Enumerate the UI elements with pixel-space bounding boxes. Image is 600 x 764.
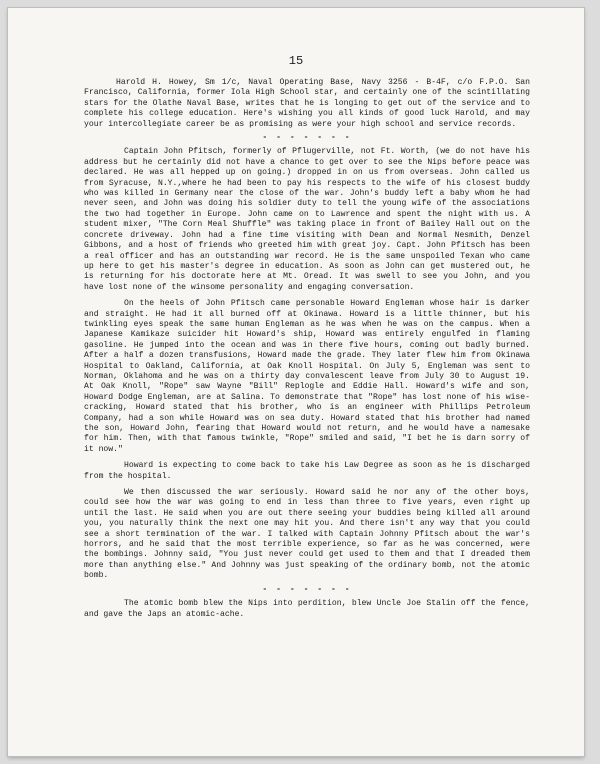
page-number: 15 [288,54,304,68]
paragraph-engleman: On the heels of John Pfitsch came personable Howard Engleman whose hair is darker and straight. He had it all burned off at Okinawa. Howard is a little thinner, but his twinkling eyes speak the same human Engleman as he was when he was on the campus. When a Japanese Kamikaze suicider hit Howard's ship, Howard was entirely engulfed in flaming gasoline. He jumped into the ocean and was in there five hours, coming out badly burned. After a half a dozen transfusions, Howard made the grade. They later flew him from Okinawa Hospital to Oakland, California, at Oak Knoll Hospital. On July 5, Engleman was sent to Norman, Oklahoma and he was on a thirty day convalescent leave from July 30 to August 19. At Oak Knoll, "Rope" saw Wayne "Bill" Replogle and Eddie Hall. Howard's wife and son, Howard Dodge Engleman, are at Salina. To demonstrate that "Rope" has lost none of his wise-cracking, Howard stated that his brother, who is an engineer with Phillips Petroleum Company, had a son while Howard was on sea duty. Howard stated that his brother had named the son, Howard John, fearing that Howard would not return, and he would have a namesake for him. Then, with that famous twinkle, "Rope" smiled and said, "I bet he is darn sorry of it now." [84,299,530,454]
document-page [8,8,584,756]
section-separator: - - - - - - - [262,584,352,594]
paragraph-howey: Harold H. Howey, Sm 1/c, Naval Operating Base, Navy 3256 - B-4F, c/o F.P.O. San Francisco, California, former Iola High School star, and certainly one of the scintillating stars for the Olathe Naval Base, writes that he is longing to get out of the service and to complete his college education. Here's wishing you all kinds of good luck Harold, and may your intercollegiate career be as promising as were your high school and service records. [84,78,530,129]
paragraph-pfitsch: Captain John Pfitsch, formerly of Pflugerville, not Ft. Worth, (we do not have his address but he certainly did not have a chance to get over to see the Nips before peace was declared. He was all hepped up on going.) dropped in on us from overseas. John called us from Syracuse, N.Y.,where he had been to pay his respects to the wife of his closest buddy who was killed in Germany near the close of the war. John's buddy left a baby whom he had never seen, and John was doing his soldier duty to tell the young wife of the associations the two had together in Europe. John came on to Lawrence and spent the night with us. A student mixer, "The Corn Meal Shuffle" was taking place in front of Bailey Hall out on the concrete driveway. John had a fine time visiting with Dean and Normal Nesmith, Denzel Gibbons, and a host of friends who greeted him with great joy. Capt. John Pfitsch has been a real officer and has an outstanding war record. He is the same unspoiled Texan who came up here to get his master's degree in education. As soon as John can get mustered out, he is returning for his doctorate here at Mt. Oread. It was swell to see you John, and you have lost none of the winsome personality and engaging conversation. [84,147,530,292]
paragraph-atomic-bomb: The atomic bomb blew the Nips into perdition, blew Uncle Joe Stalin off the fence, and gave the Japs an atomic-ache. [84,599,530,619]
section-separator: - - - - - - - [262,133,352,143]
page-body [84,78,530,626]
paragraph-war-discussion: We then discussed the war seriously. Howard said he nor any of the other boys, could see how the war was going to end in less than three to five years, even right up until the last. He said when you are out there seeing your buddies being killed all around you, you naturally think the next one may hit you. And there isn't any way that you could see a short termination of the war. I talked with Captain Johnny Pfitsch about the war's horrors, and he said that the most terrible experience, so far as he was concerned, were the bombings. Johnny said, "You just never could get used to them and that I dreaded them more than anything else." And Johnny was just speaking of the ordinary bomb, not the atomic bomb. [84,488,530,581]
paragraph-law-degree: Howard is expecting to come back to take his Law Degree as soon as he is discharged from the hospital. [84,461,530,481]
